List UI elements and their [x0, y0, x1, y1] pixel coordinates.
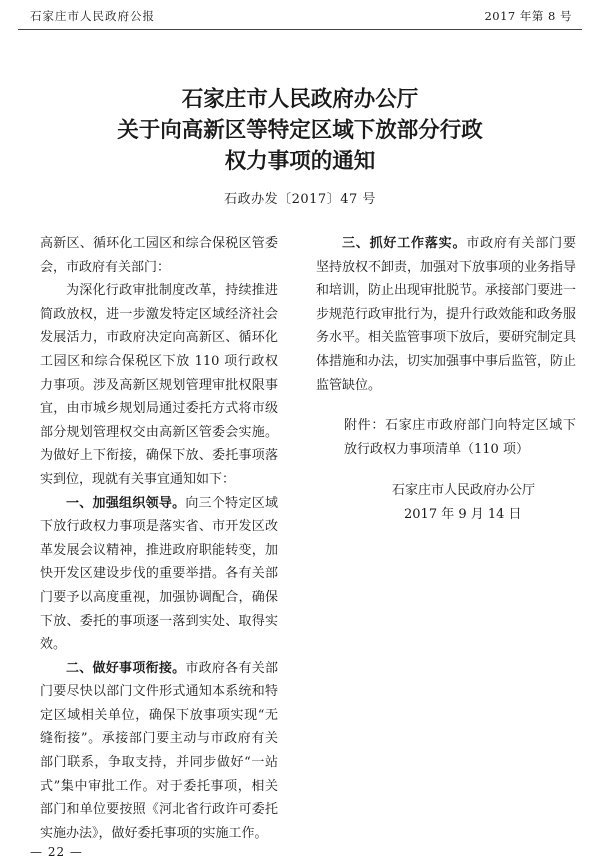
- intro-paragraph: 为深化行政审批制度改革，持续推进简政放权，进一步激发特定区域经济社会发展活力，市政府决定向高新区、循环化工园区和综合保税区下放 110 项行政权力事项。涉及高新区规划管理审批权限事宜，由市城乡规划局通过委托方式将市级部分规划管理权交由高新区管委会实施。为做好上下衔接，确保下放、委托事项落实到位，现就有关事宜通知如下：: [40, 283, 278, 487]
- document-title: [0, 84, 600, 177]
- issue-number: 2017 年第 8 号: [484, 9, 572, 23]
- section-1-text: 向三个特定区域下放行政权力事项是落实省、市开发区改革发展会议精神，推进政府职能转变，加快开发区建设步伐的重要举措。各有关部门要予以高度重视，加强协调配合，确保下放、委托的事项逐一落到实处、取得实效。: [40, 495, 278, 653]
- signature: 石家庄市人民政府办公厅: [392, 483, 536, 499]
- title-line-3: 权力事项的通知: [224, 149, 376, 174]
- section-3-text: 市政府有关部门要坚持放权不卸责，加强对下放事项的业务指导和培训，防止出现审批脱节。承接部门要进一步规范行政审批行为，提升行政效能和政务服务水平。相关监管事项下放后，要研究制定具体措施和办法，切实加强事中事后监管，防止监管缺位。: [316, 236, 577, 393]
- title-line-2: 关于向高新区等特定区域下放部分行政: [117, 118, 483, 143]
- publication-title: 石家庄市人民政府公报: [30, 9, 155, 23]
- header-divider: [18, 29, 582, 30]
- title-line-1: 石家庄市人民政府办公厅: [181, 87, 419, 112]
- signature-date: 2017 年 9 月 14 日: [404, 506, 522, 522]
- document-number: 石政办发〔2017〕47 号: [224, 192, 376, 207]
- page-number: — 22 —: [30, 845, 83, 859]
- body-column-left: [40, 232, 278, 845]
- section-2: [40, 657, 278, 846]
- section-3: [316, 232, 576, 397]
- section-2-text: 市政府各有关部门要尽快以部门文件形式通知本系统和特定区域相关单位，确保下放事项实现“无缝衔接”。承接部门要主动与市政府有关部门联系，争取支持，并同步做好“一站式”集中审批工作。对于委托事项，相关部门和单位要按照《河北省行政许可委托实施办法》，做好委托事项的实施工作。: [40, 660, 278, 841]
- section-3-heading: 三、抓好工作落实。: [342, 236, 467, 251]
- section-1-heading: 一、加强组织领导。: [66, 495, 186, 511]
- section-2-heading: 二、做好事项衔接。: [66, 660, 186, 676]
- salutation: 高新区、循环化工园区和综合保税区管委会，市政府有关部门：: [40, 236, 278, 275]
- section-1: [40, 492, 278, 657]
- body-column-right: [316, 232, 576, 527]
- attachment-note: 附件：石家庄市政府部门向特定区域下放行政权力事项清单（110 项）: [344, 418, 576, 457]
